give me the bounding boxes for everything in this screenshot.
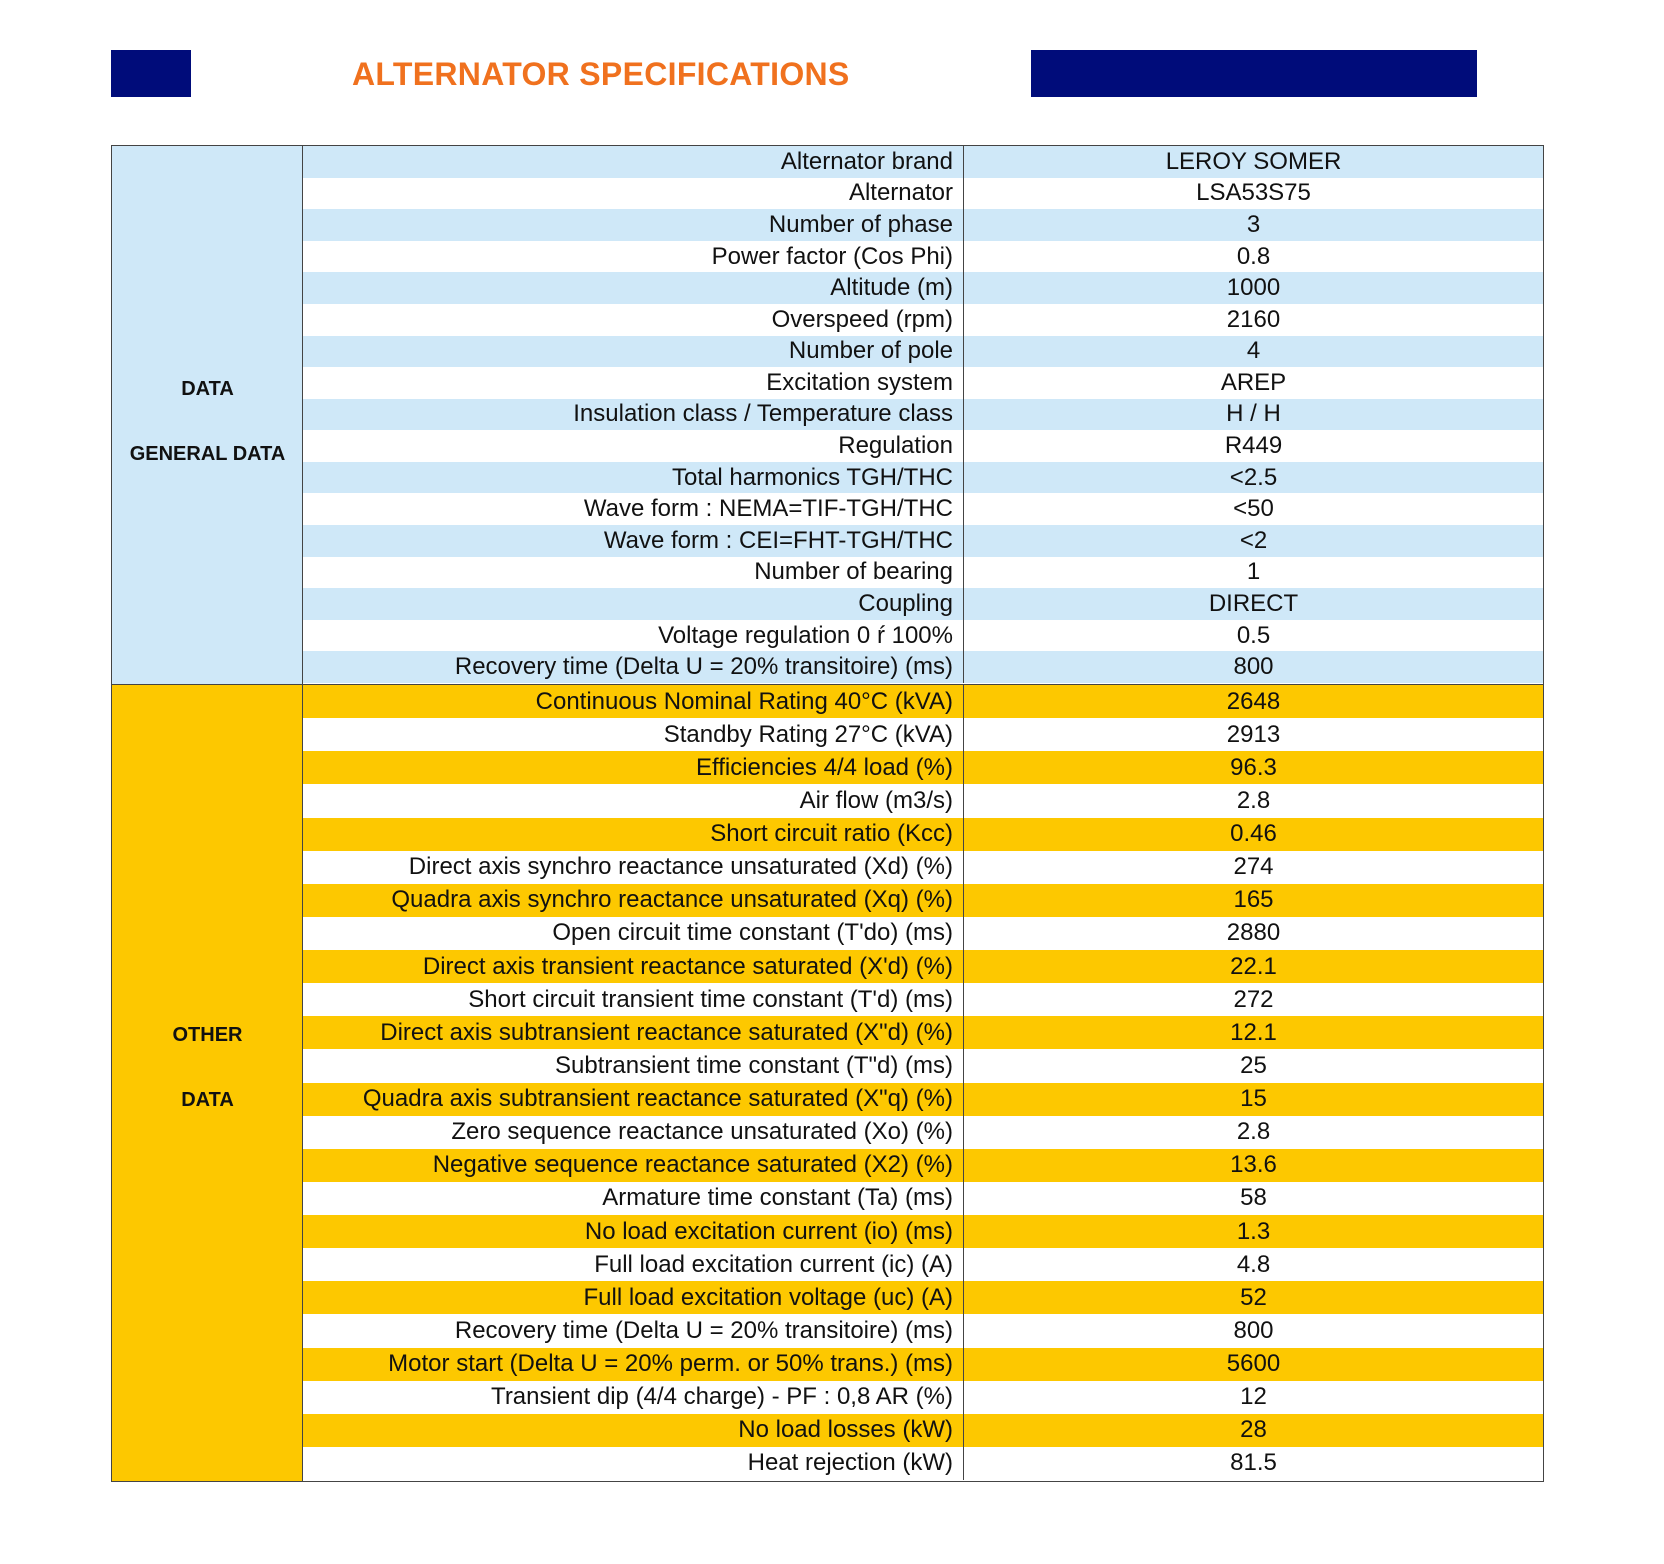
row-label: Wave form : CEI=FHT-TGH/THC (303, 525, 964, 557)
row-value: 800 (1233, 653, 1274, 681)
row-label: Number of pole (303, 336, 964, 368)
row-label: Number of phase (303, 209, 964, 241)
table-row (303, 367, 1543, 399)
row-value: 3 (1246, 210, 1261, 238)
row-label: Voltage regulation 0 ŕ 100% (303, 620, 964, 652)
table-row (303, 209, 1543, 241)
row-value: 4 (1246, 337, 1261, 365)
other-rows (303, 685, 1543, 1481)
table-row (303, 1281, 1543, 1314)
row-label: Quadra axis synchro reactance unsaturated (Xq) (%) (303, 884, 964, 917)
header-bar-left (111, 50, 191, 97)
row-value: 0.46 (1230, 820, 1277, 848)
row-label: Number of bearing (303, 557, 964, 589)
table-row (303, 399, 1543, 431)
table-row (303, 983, 1543, 1016)
table-row (303, 1348, 1543, 1381)
row-value: 13.6 (1230, 1151, 1277, 1179)
row-value: DIRECT (1208, 590, 1299, 618)
table-row (303, 1215, 1543, 1248)
row-label: Standby Rating 27°C (kVA) (303, 718, 964, 751)
row-label: Alternator (303, 178, 964, 210)
table-row (303, 493, 1543, 525)
row-label: Regulation (303, 430, 964, 462)
row-label: Total harmonics TGH/THC (303, 462, 964, 494)
general-label-line2: GENERAL DATA (129, 443, 286, 465)
table-row (303, 272, 1543, 304)
table-row (303, 462, 1543, 494)
row-value: 2648 (1226, 687, 1281, 715)
table-row (303, 718, 1543, 751)
row-label: Armature time constant (Ta) (ms) (303, 1182, 964, 1215)
row-label: Direct axis synchro reactance unsaturated (Xd) (%) (303, 851, 964, 884)
row-label: Efficiencies 4/4 load (%) (303, 751, 964, 784)
row-label: Alternator brand (303, 146, 964, 178)
row-label: Coupling (303, 588, 964, 620)
row-value: 2.8 (1236, 1118, 1271, 1146)
row-label: Air flow (m3/s) (303, 784, 964, 817)
table-row (303, 917, 1543, 950)
table-row (303, 1182, 1543, 1215)
row-value: 2160 (1226, 305, 1281, 333)
row-value: 52 (1240, 1283, 1267, 1311)
row-value: 2913 (1226, 720, 1281, 748)
row-value: <2.5 (1229, 463, 1278, 491)
table-row (303, 336, 1543, 368)
table-row (303, 304, 1543, 336)
other-label-line2: DATA (181, 1089, 234, 1111)
row-label: Wave form : NEMA=TIF-TGH/THC (303, 493, 964, 525)
row-value: 12 (1240, 1383, 1267, 1411)
table-row (303, 557, 1543, 589)
table-row (303, 1116, 1543, 1149)
row-value: 4.8 (1236, 1250, 1271, 1278)
row-value: 272 (1233, 985, 1274, 1013)
row-label: Insulation class / Temperature class (303, 399, 964, 431)
row-value: 22.1 (1230, 952, 1277, 980)
row-label: No load excitation current (io) (ms) (303, 1215, 964, 1248)
table-row (303, 1447, 1543, 1480)
row-label: Subtransient time constant (T"d) (ms) (303, 1049, 964, 1082)
row-label: Short circuit transient time constant (T'd) (ms) (303, 983, 964, 1016)
table-row (303, 1049, 1543, 1082)
row-label: Altitude (m) (303, 272, 964, 304)
row-label: Quadra axis subtransient reactance saturated (X"q) (%) (303, 1083, 964, 1116)
row-label: Recovery time (Delta U = 20% transitoire) (ms) (303, 1314, 964, 1347)
row-value: 2.8 (1236, 786, 1271, 814)
row-value: <2 (1239, 526, 1268, 554)
row-label: Full load excitation current (ic) (A) (303, 1248, 964, 1281)
general-rows (303, 146, 1543, 684)
row-value: 800 (1233, 1316, 1274, 1344)
table-row (303, 685, 1543, 718)
table-row (303, 588, 1543, 620)
row-value: 96.3 (1230, 753, 1277, 781)
general-label-line1: DATA (181, 378, 234, 400)
row-value: R449 (1224, 432, 1283, 460)
table-row (303, 1149, 1543, 1182)
table-row (303, 525, 1543, 557)
row-label: Motor start (Delta U = 20% perm. or 50% trans.) (ms) (303, 1348, 964, 1381)
table-row (303, 146, 1543, 178)
table-row (303, 620, 1543, 652)
row-value: 1000 (1226, 274, 1281, 302)
row-label: Direct axis subtransient reactance saturated (X"d) (%) (303, 1016, 964, 1049)
row-value: H / H (1226, 400, 1281, 428)
row-value: 2880 (1226, 919, 1281, 947)
row-value: AREP (1220, 368, 1287, 396)
row-label: Open circuit time constant (T'do) (ms) (303, 917, 964, 950)
table-row (303, 241, 1543, 273)
table-row (303, 1248, 1543, 1281)
table-row (303, 1016, 1543, 1049)
table-row (303, 1314, 1543, 1347)
row-value: 58 (1240, 1184, 1267, 1212)
row-value: 0.5 (1236, 621, 1271, 649)
row-label: Continuous Nominal Rating 40°C (kVA) (303, 685, 964, 718)
general-data-table (111, 145, 1544, 685)
other-label-line1: OTHER (172, 1024, 243, 1046)
row-value: 0.8 (1236, 242, 1271, 270)
general-section-label (112, 146, 303, 684)
row-label: Overspeed (rpm) (303, 304, 964, 336)
table-row (303, 430, 1543, 462)
page-title: ALTERNATOR SPECIFICATIONS (352, 56, 850, 92)
row-value: 1 (1246, 558, 1261, 586)
row-value: 12.1 (1230, 1018, 1277, 1046)
table-row (303, 884, 1543, 917)
row-label: Transient dip (4/4 charge) - PF : 0,8 AR (%) (303, 1381, 964, 1414)
other-data-table (111, 684, 1544, 1482)
table-row (303, 178, 1543, 210)
row-value: 25 (1240, 1051, 1267, 1079)
row-value: 15 (1240, 1085, 1267, 1113)
row-label: No load losses (kW) (303, 1414, 964, 1447)
row-value: LSA53S75 (1196, 179, 1311, 207)
row-value: LEROY SOMER (1165, 147, 1342, 175)
row-value: <50 (1233, 495, 1274, 523)
row-value: 1.3 (1236, 1217, 1271, 1245)
table-row (303, 784, 1543, 817)
row-label: Full load excitation voltage (uc) (A) (303, 1281, 964, 1314)
row-label: Short circuit ratio (Kcc) (303, 818, 964, 851)
table-row (303, 651, 1543, 683)
row-value: 28 (1240, 1416, 1267, 1444)
row-value: 165 (1233, 886, 1274, 914)
row-label: Power factor (Cos Phi) (303, 241, 964, 273)
header-bar-right (1031, 50, 1477, 97)
other-section-label (112, 685, 303, 1481)
table-row (303, 751, 1543, 784)
row-label: Heat rejection (kW) (303, 1447, 964, 1480)
table-row (303, 1414, 1543, 1447)
row-label: Negative sequence reactance saturated (X2) (%) (303, 1149, 964, 1182)
row-label: Direct axis transient reactance saturated (X'd) (%) (303, 950, 964, 983)
row-value: 81.5 (1230, 1449, 1277, 1477)
row-value: 274 (1233, 853, 1274, 881)
table-row (303, 1083, 1543, 1116)
table-row (303, 950, 1543, 983)
row-label: Recovery time (Delta U = 20% transitoire) (ms) (303, 651, 964, 683)
row-label: Zero sequence reactance unsaturated (Xo) (%) (303, 1116, 964, 1149)
row-label: Excitation system (303, 367, 964, 399)
row-value: 5600 (1226, 1350, 1281, 1378)
table-row (303, 818, 1543, 851)
table-row (303, 1381, 1543, 1414)
table-row (303, 851, 1543, 884)
